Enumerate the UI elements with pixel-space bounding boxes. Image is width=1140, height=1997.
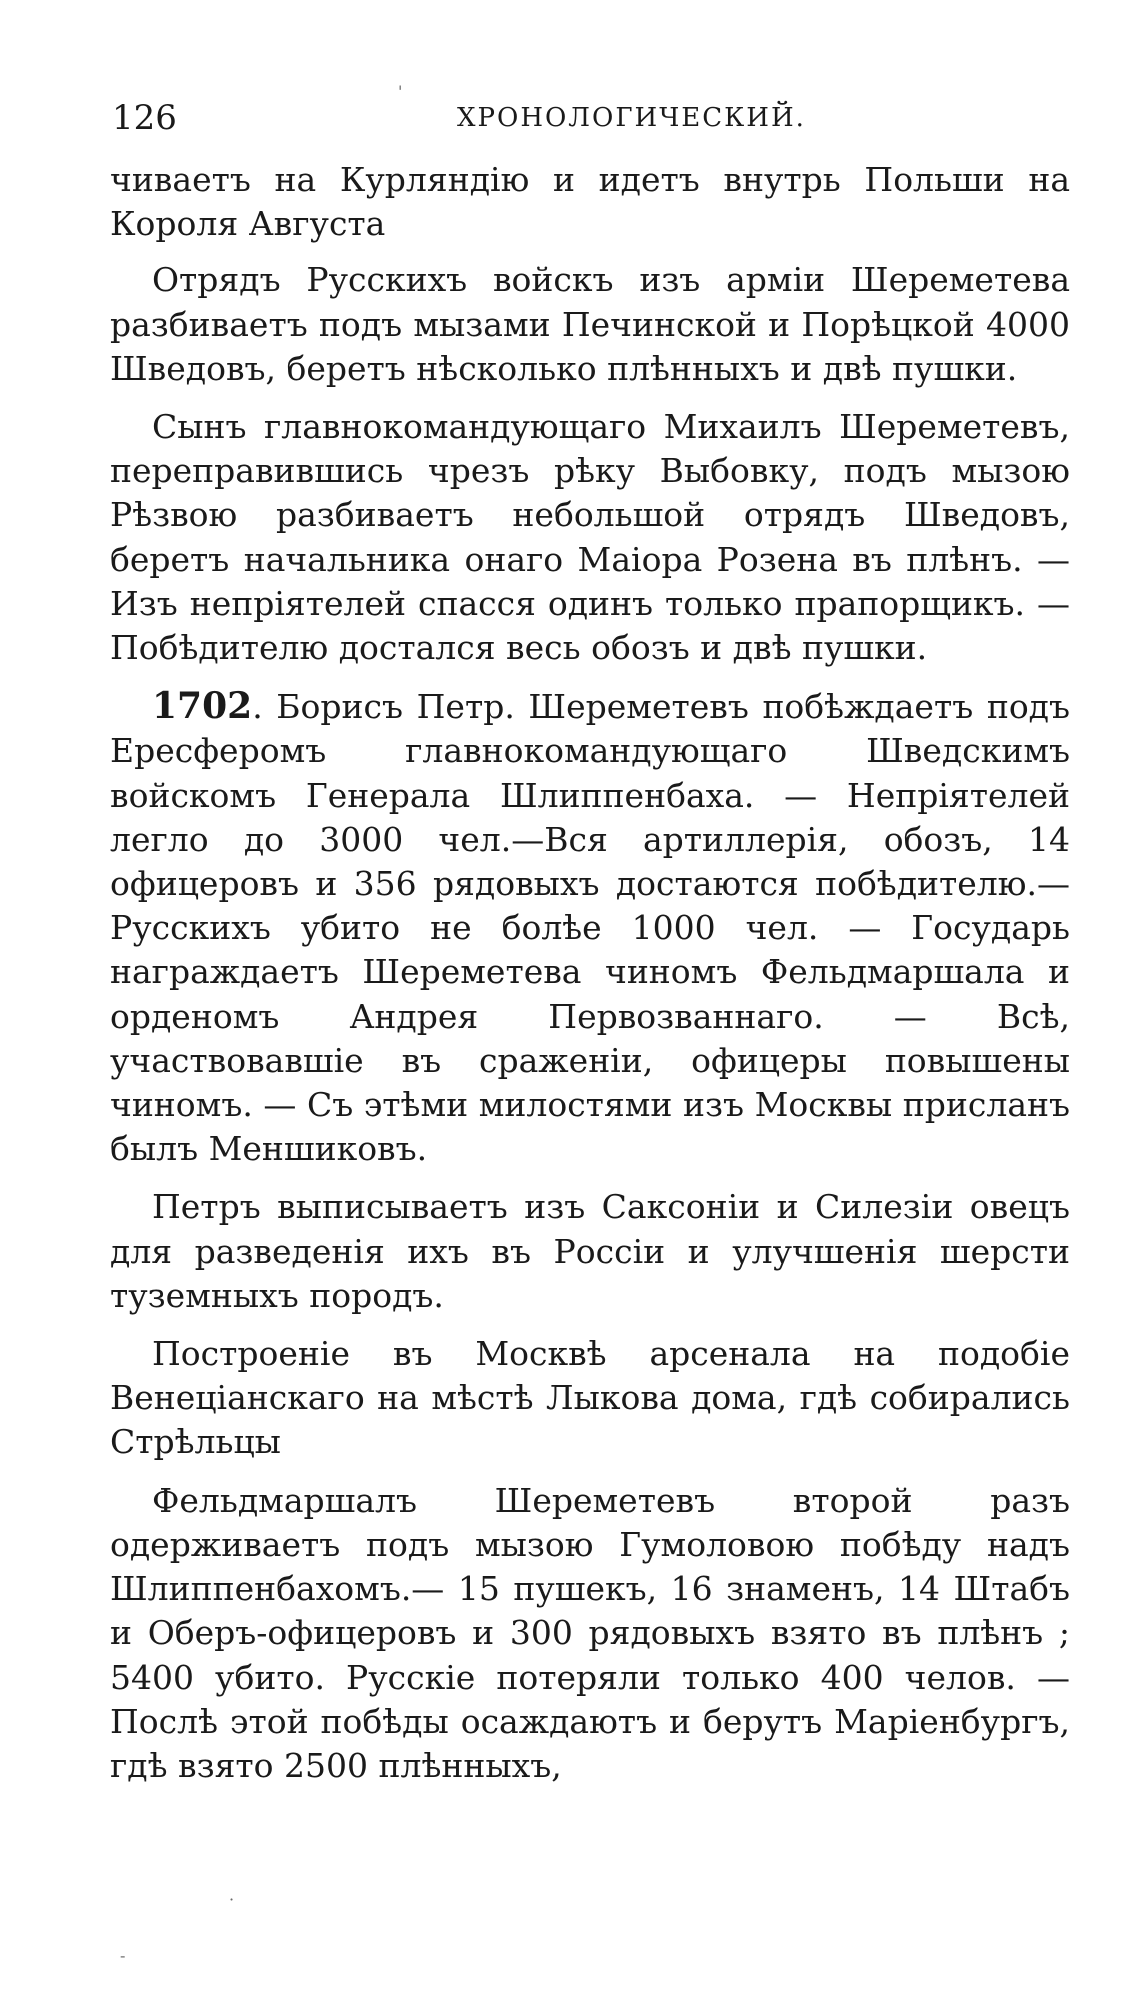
- chronicle-text: [110, 158, 1070, 1802]
- paragraph-mikhail-sheremetev: Сынъ главнокомандующаго Михаилъ Шереметевъ, переправившись чрезъ рѣку Выбовку, подъ мызою Рѣзвою разбиваетъ небольшой отрядъ Шведовъ, беретъ начальника онаго Маіора Розена въ плѣнъ. — Изъ непріятелей спасся одинъ только прапорщикъ. — Побѣдителю достался весь обозъ и двѣ пушки.: [110, 407, 1070, 668]
- year-label: 1702: [152, 685, 253, 728]
- print-speck: -: [120, 1946, 126, 1965]
- continued-paragraph: чиваетъ на Курляндію и идетъ внутрь Польши на Короля Августа: [110, 160, 1070, 244]
- page-number: 126: [112, 98, 177, 138]
- print-speck: ·: [229, 1890, 235, 1909]
- paragraph-1702-text: . Борисъ Петр. Шереметевъ побѣждаетъ подъ Ересферомъ главнокомандующаго Шведскимъ войскомъ Генерала Шлиппенбаха. — Непріятелей легло до 3000 чел.—Вся артиллерія, обозъ, 14 офицеровъ и 356 рядовыхъ достаются побѣдителю.—Русскихъ убито не болѣе 1000 чел. — Государь награждаетъ Шереметева чиномъ Фельдмаршала и орденомъ Андрея Первозваннаго. — Всѣ, участвовавшіе въ сраженіи, офицеры повышены чиномъ. — Съ этѣми милостями изъ Москвы присланъ былъ Меншиковъ.: [110, 687, 1070, 1169]
- print-speck: ': [398, 82, 403, 101]
- paragraph-sheep: Петръ выписываетъ изъ Саксоніи и Силезіи овецъ для разведенія ихъ въ Россіи и улучшенія шерсти туземныхъ породъ.: [110, 1187, 1070, 1315]
- running-title: ХРОНОЛОГИЧЕСКИЙ.: [457, 103, 806, 133]
- paragraph-1702: [110, 684, 1070, 1171]
- paragraph-arsenal: Построеніе въ Москвѣ арсенала на подобіе Венеціанскаго на мѣстѣ Лыкова дома, гдѣ собирались Стрѣльцы: [110, 1334, 1070, 1462]
- paragraph-second-victory: Фельдмаршалъ Шереметевъ второй разъ одерживаетъ подъ мызою Гумоловою побѣду надъ Шлиппенбахомъ.— 15 пушекъ, 16 знаменъ, 14 Штабъ и Оберъ-офицеровъ и 300 рядовыхъ взято въ плѣнъ ; 5400 убито. Русскіе потеряли только 400 челов. — Послѣ этой побѣды осаждаютъ и берутъ Маріенбургъ, гдѣ взято 2500 плѣнныхъ,: [110, 1480, 1070, 1785]
- running-head: [112, 96, 1072, 140]
- paragraph-detachment: Отрядъ Русскихъ войскъ изъ арміи Шереметева разбиваетъ подъ мызами Печинской и Порѣцкой 4000 Шведовъ, беретъ нѣсколько плѣнныхъ и двѣ пушки.: [110, 260, 1070, 388]
